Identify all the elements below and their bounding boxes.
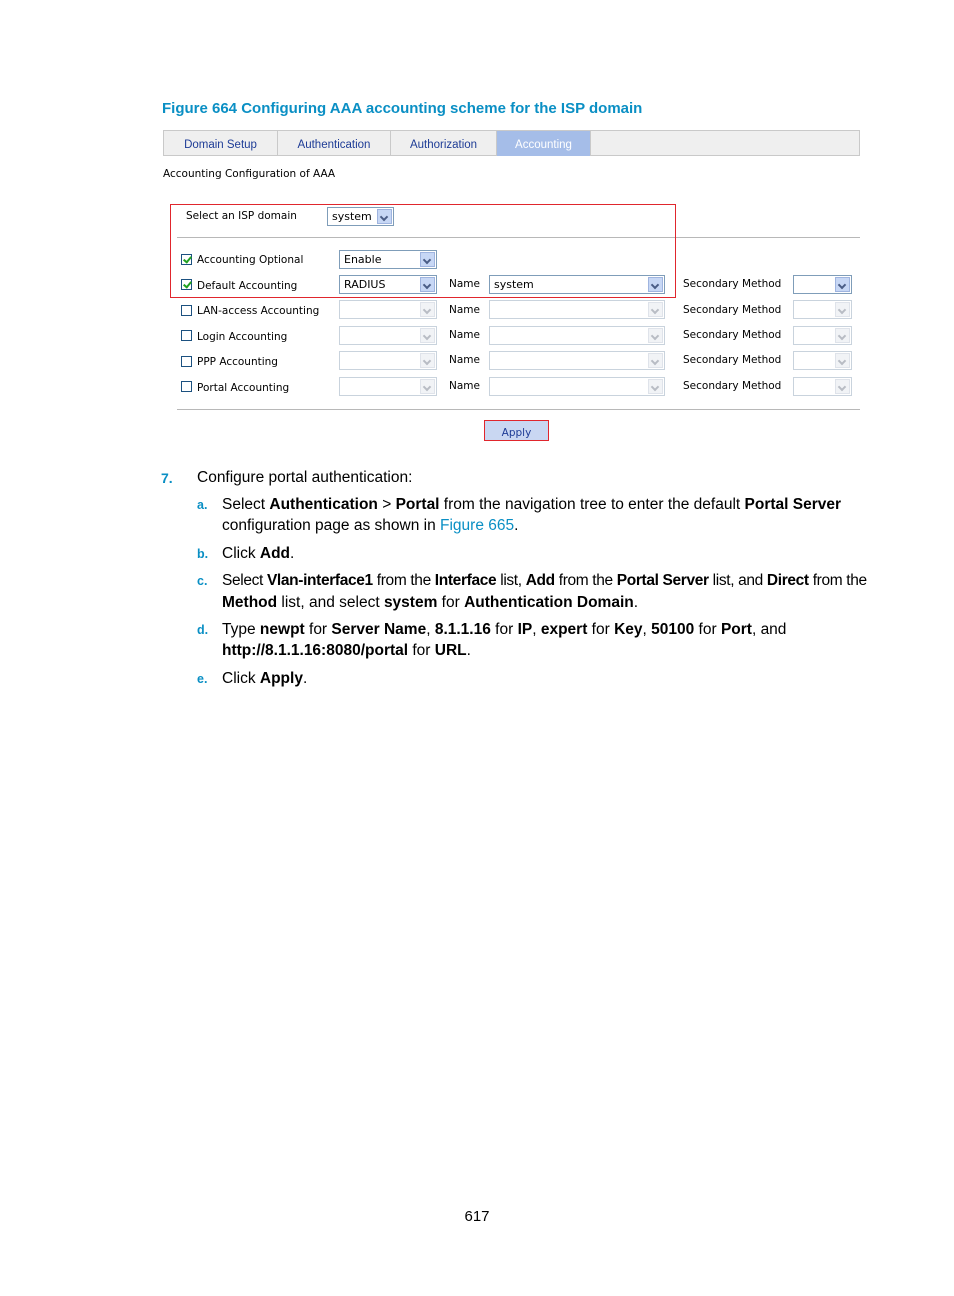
figure-link[interactable]: Figure 665 <box>440 517 515 534</box>
ppp-method-select[interactable] <box>339 351 437 370</box>
substep-d-line2: http://8.1.1.16:8080/portal for URL. <box>222 642 471 659</box>
name-label: Name <box>449 304 480 316</box>
lan-access-method-select[interactable] <box>339 300 437 319</box>
section-title: Accounting Configuration of AAA <box>163 168 336 180</box>
chevron-down-icon <box>835 302 850 317</box>
substep-e: Click Apply. <box>222 670 308 687</box>
substep-letter: e. <box>197 672 208 686</box>
tab-authorization[interactable]: Authorization <box>391 131 497 156</box>
portal-method-select[interactable] <box>339 377 437 396</box>
substep-letter: b. <box>197 547 209 561</box>
tab-bar <box>163 130 860 156</box>
default-accounting-method-select[interactable] <box>339 275 437 294</box>
chevron-down-icon <box>377 209 392 224</box>
isp-domain-value: system <box>332 210 372 223</box>
chevron-down-icon <box>648 353 663 368</box>
portal-accounting-label: Portal Accounting <box>197 382 290 394</box>
accounting-optional-label: Accounting Optional <box>197 254 304 266</box>
default-accounting-label: Default Accounting <box>197 280 298 292</box>
secondary-method-label: Secondary Method <box>683 354 782 366</box>
chevron-down-icon <box>420 379 435 394</box>
substep-b: Click Add. <box>222 545 295 562</box>
apply-button[interactable]: Apply <box>484 420 549 441</box>
login-secondary-select[interactable] <box>793 326 852 345</box>
name-label: Name <box>449 329 480 341</box>
isp-domain-label: Select an ISP domain <box>186 210 297 222</box>
chevron-down-icon <box>420 302 435 317</box>
name-label: Name <box>449 354 480 366</box>
accounting-optional-checkbox[interactable] <box>181 254 192 265</box>
substep-letter: d. <box>197 623 209 637</box>
secondary-method-label: Secondary Method <box>683 380 782 392</box>
chevron-down-icon <box>420 353 435 368</box>
tab-accounting[interactable]: Accounting <box>497 131 591 156</box>
portal-secondary-select[interactable] <box>793 377 852 396</box>
login-accounting-label: Login Accounting <box>197 331 288 343</box>
page-number: 617 <box>464 1208 490 1225</box>
default-accounting-secondary-select[interactable] <box>793 275 852 294</box>
substep-a-line1: Select Authentication > Portal from the navigation tree to enter the default Portal Server <box>222 496 842 513</box>
substep-c-line2: Method list, and select system for Authentication Domain. <box>222 594 639 611</box>
portal-name-select[interactable] <box>489 377 665 396</box>
secondary-method-label: Secondary Method <box>683 304 782 316</box>
chevron-down-icon <box>835 277 850 292</box>
ppp-name-select[interactable] <box>489 351 665 370</box>
lan-access-accounting-label: LAN-access Accounting <box>197 305 320 317</box>
chevron-down-icon <box>420 252 435 267</box>
lan-access-name-select[interactable] <box>489 300 665 319</box>
substep-letter: c. <box>197 574 208 588</box>
substep-letter: a. <box>197 498 208 512</box>
substep-a-line2: configuration page as shown in Figure 665. <box>222 517 519 534</box>
login-method-select[interactable] <box>339 326 437 345</box>
tab-domain-setup[interactable]: Domain Setup <box>164 131 278 156</box>
lan-access-accounting-checkbox[interactable] <box>181 305 192 316</box>
chevron-down-icon <box>420 328 435 343</box>
figure-caption: Figure 664 Configuring AAA accounting scheme for the ISP domain <box>162 100 643 117</box>
step-text: Configure portal authentication: <box>197 469 413 486</box>
chevron-down-icon <box>648 328 663 343</box>
lan-access-secondary-select[interactable] <box>793 300 852 319</box>
portal-accounting-checkbox[interactable] <box>181 381 192 392</box>
chevron-down-icon <box>420 277 435 292</box>
ppp-accounting-checkbox[interactable] <box>181 356 192 367</box>
chevron-down-icon <box>835 328 850 343</box>
isp-domain-select[interactable] <box>327 207 394 226</box>
default-accounting-method-value: RADIUS <box>344 278 386 291</box>
step-number: 7. <box>161 470 173 486</box>
chevron-down-icon <box>835 353 850 368</box>
secondary-method-label: Secondary Method <box>683 329 782 341</box>
chevron-down-icon <box>648 302 663 317</box>
substep-d-line1: Type newpt for Server Name, 8.1.1.16 for IP, expert for Key, 50100 for Port, and <box>222 621 787 638</box>
name-label: Name <box>449 278 480 290</box>
chevron-down-icon <box>648 277 663 292</box>
substep-c-line1: Select Vlan-interface1 from the Interface list, Add from the Portal Server list, and Direct from the <box>222 572 867 589</box>
default-accounting-name-select[interactable] <box>489 275 665 294</box>
ppp-accounting-label: PPP Accounting <box>197 356 278 368</box>
ppp-secondary-select[interactable] <box>793 351 852 370</box>
login-name-select[interactable] <box>489 326 665 345</box>
chevron-down-icon <box>835 379 850 394</box>
chevron-down-icon <box>648 379 663 394</box>
accounting-optional-value: Enable <box>344 253 382 266</box>
accounting-optional-select[interactable] <box>339 250 437 269</box>
secondary-method-label: Secondary Method <box>683 278 782 290</box>
default-accounting-name-value: system <box>494 278 534 291</box>
login-accounting-checkbox[interactable] <box>181 330 192 341</box>
name-label: Name <box>449 380 480 392</box>
default-accounting-checkbox[interactable] <box>181 279 192 290</box>
divider <box>177 409 860 410</box>
tab-authentication[interactable]: Authentication <box>278 131 391 156</box>
